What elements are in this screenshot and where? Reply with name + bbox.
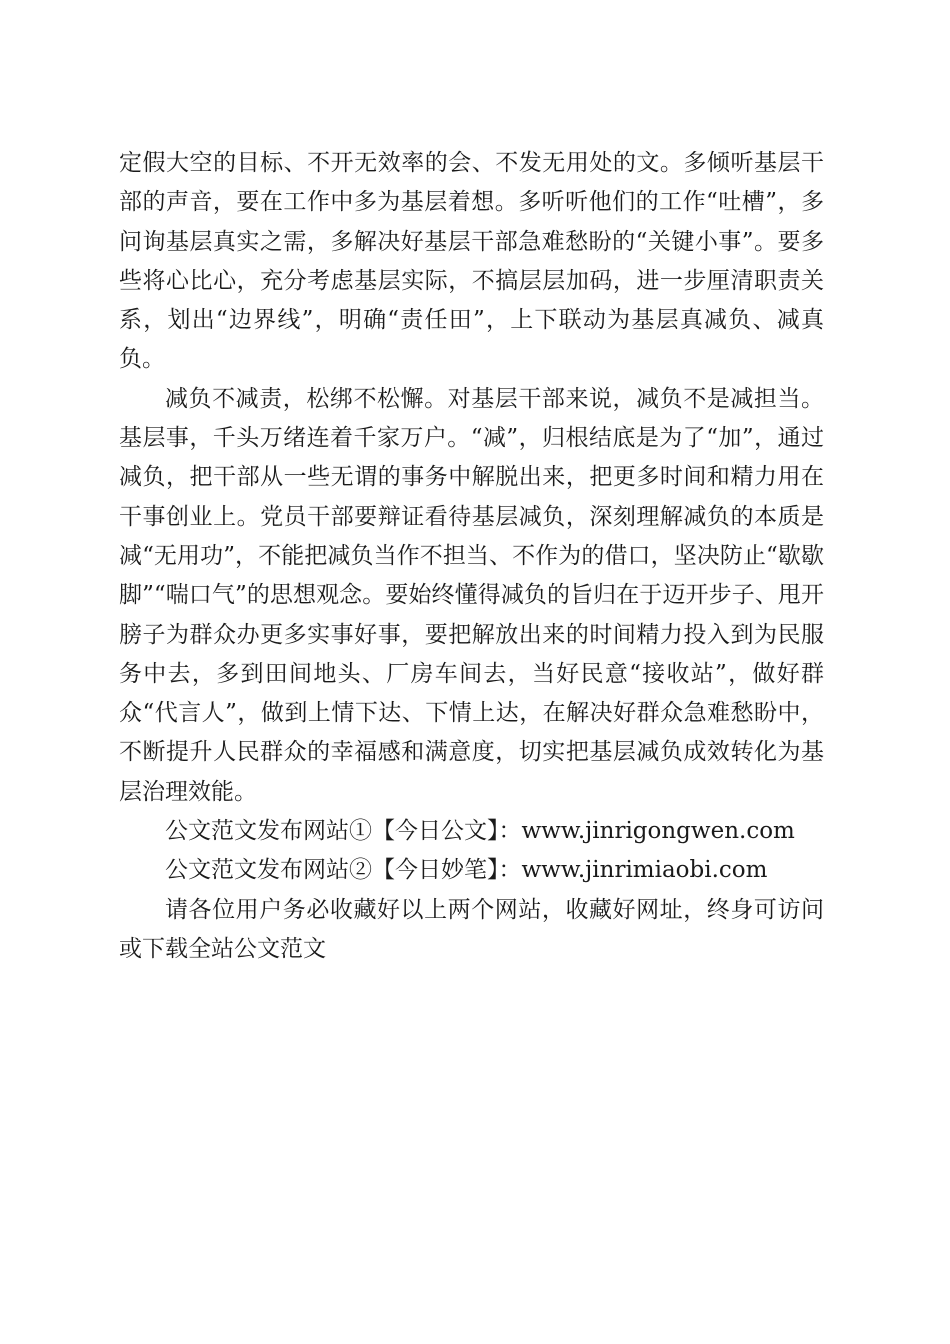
document-body (119, 144, 824, 969)
website-link-jinrimiaobi: 公文范文发布网站②【今日妙笔】：www.jinrimiaobi.com (165, 857, 768, 884)
bookmark-notice: 请各位用户务必收藏好以上两个网站，收藏好网址，终身可访问或下载全站公文范文 (119, 896, 824, 962)
paragraph-burden-reduction: 减负不减责，松绑不松懈。对基层干部来说，减负不是减担当。基层事，千头万绪连着千家万户。“减”，归根结底是为了“加”，通过减负，把干部从一些无谓的事务中解脱出来，把更多时间和精力用在干事创业上。党员干部要辩证看待基层减负，深刻理解减负的本质是减“无用功”，不能把减负当作不担当、不作为的借口，坚决防止“歇歇脚”“喘口气”的思想观念。要始终懂得减负的旨归在于迈开步子、甩开膀子为群众办更多实事好事，要把解放出来的时间精力投入到为民服务中去，多到田间地头、厂房车间去，当好民意“接收站”，做好群众“代言人”，做到上情下达、下情上达，在解决好群众急难愁盼中，不断提升人民群众的幸福感和满意度，切实把基层减负成效转化为基层治理效能。 (119, 385, 824, 805)
website-link-jinrigongwen: 公文范文发布网站①【今日公文】：www.jinrigongwen.com (165, 818, 795, 845)
paragraph-continued: 定假大空的目标、不开无效率的会、不发无用处的文。多倾听基层干部的声音，要在工作中多为基层着想。多听听他们的工作“吐槽”，多问询基层真实之需，多解决好基层干部急难愁盼的“关键小事”。要多些将心比心，充分考虑基层实际，不搞层层加码，进一步厘清职责关系，划出“边界线”，明确“责任田”，上下联动为基层真减负、减真负。 (119, 150, 824, 373)
